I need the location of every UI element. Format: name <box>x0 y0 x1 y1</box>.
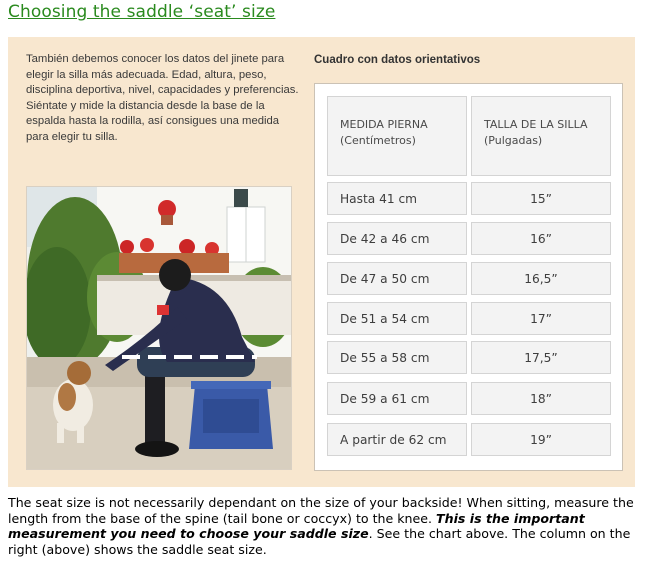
header-leg-unit: (Centímetros) <box>340 134 416 147</box>
table-row-leg: Hasta 41 cm <box>327 182 467 215</box>
header-saddle-unit: (Pulgadas) <box>484 134 543 147</box>
table-row-size: 17,5” <box>471 341 611 374</box>
table-row-leg: De 51 a 54 cm <box>327 302 467 335</box>
table-row-leg: A partir de 62 cm <box>327 423 467 456</box>
table-row-size: 17” <box>471 302 611 335</box>
table-title: Cuadro con datos orientativos <box>314 54 481 66</box>
info-panel <box>8 37 635 487</box>
table-row-size: 16” <box>471 222 611 255</box>
table-row-leg: De 59 a 61 cm <box>327 382 467 415</box>
table-row-size: 18” <box>471 382 611 415</box>
header-saddle-title: TALLA DE LA SILLA <box>484 118 588 131</box>
rider-measurement-photo <box>26 186 292 470</box>
caption-text <box>8 495 638 557</box>
header-leg-title: MEDIDA PIERNA <box>340 118 428 131</box>
intro-text: También debemos conocer los datos del jinete para elegir la silla más adecuada. Edad, altura, peso, disciplina deportiva, nivel, capacidades y preferencias. Siéntate y mide la distancia desde la base de la espalda hasta la rodilla, así consigues una medida para elegir tu silla. <box>26 53 299 143</box>
table-row-leg: De 47 a 50 cm <box>327 262 467 295</box>
page-heading: Choosing the saddle ‘seat’ size <box>8 2 276 22</box>
table-row-size: 16,5” <box>471 262 611 295</box>
table-row-leg: De 42 a 46 cm <box>327 222 467 255</box>
header-saddle-size <box>471 96 611 176</box>
header-leg-measure <box>327 96 467 176</box>
table-row-size: 19” <box>471 423 611 456</box>
size-table <box>314 83 623 471</box>
caption-part1: The seat size is not necessarily dependant on the size of your backside! When sitting, measure the length from the base of the spine (tail bone or coccyx) to the knee. <box>8 495 634 526</box>
caption-emphasis: This is the important measurement you need to choose your saddle size <box>8 510 585 542</box>
table-row-size: 15” <box>471 182 611 215</box>
table-row-leg: De 55 a 58 cm <box>327 341 467 374</box>
caption-part2: . See the chart above. The column on the right (above) shows the saddle seat size. <box>8 526 631 557</box>
